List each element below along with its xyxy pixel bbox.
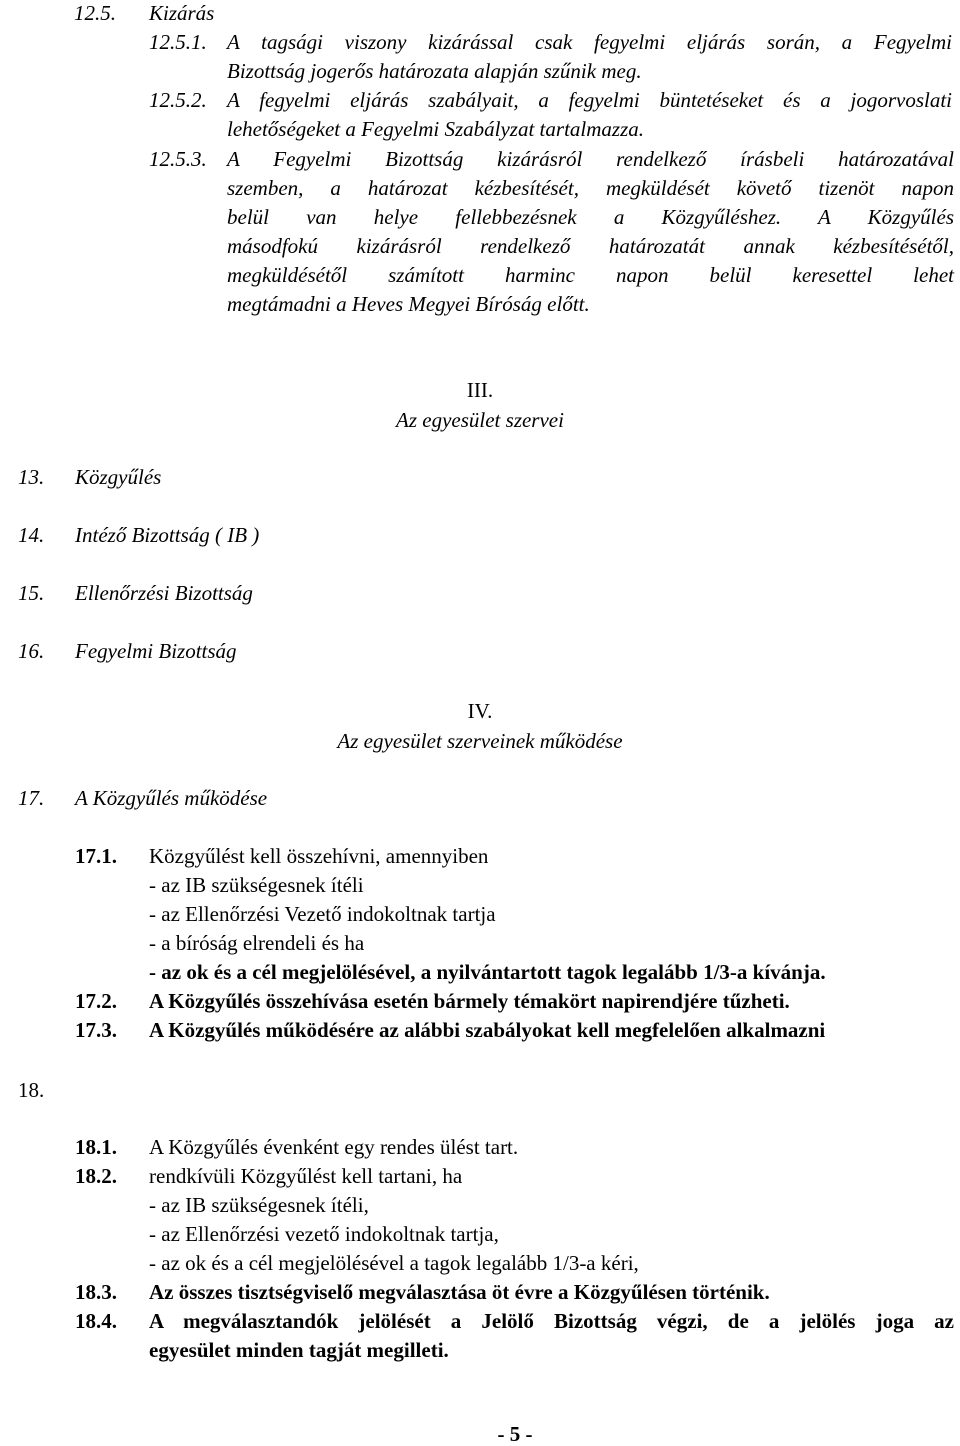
organ-13-number: 13. (18, 465, 45, 489)
item-17-1-line-3: - az Ellenőrzési Vezető indokoltnak tartja (149, 902, 496, 926)
item-17-3-text: A Közgyűlés működésére az alábbi szabályokat kell megfelelően alkalmazni (149, 1018, 826, 1042)
item-12-5-3-line-3: belül van helye fellebbezésnek a Közgyűléshez. A Közgyűlés (227, 205, 954, 229)
section-12-5-number: 12.5. (74, 1, 116, 25)
item-17-2-text: A Közgyűlés összehívása esetén bármely témakört napirendjére tűzheti. (149, 989, 790, 1013)
item-17-1-line-4: - a bíróság elrendeli és ha (149, 931, 365, 955)
item-17-2-number: 17.2. (75, 989, 117, 1013)
item-12-5-3-line-2: szemben, a határozat kézbesítését, megküldését követő tizenöt napon (227, 176, 954, 200)
item-18-4-line-2: egyesület minden tagját megilleti. (149, 1338, 449, 1362)
item-17-1-line-2: - az IB szükségesnek ítéli (149, 873, 364, 897)
item-18-3-number: 18.3. (75, 1280, 117, 1304)
organ-16-title: Fegyelmi Bizottság (75, 639, 237, 663)
item-12-5-3-line-5: megküldésétől számított harminc napon belül keresettel lehet (227, 263, 954, 287)
chapter-4-roman: IV. (467, 699, 493, 723)
section-17-title: A Közgyűlés működése (75, 786, 268, 810)
organ-15-number: 15. (18, 581, 45, 605)
chapter-3-title: Az egyesület szervei (396, 408, 564, 432)
item-18-4-line-1: A megválasztandók jelölését a Jelölő Bizottság végzi, de a jelölés joga az (149, 1309, 954, 1333)
item-18-1-text: A Közgyűlés évenként egy rendes ülést tart. (149, 1135, 519, 1159)
item-12-5-3-line-1: A Fegyelmi Bizottság kizárásról rendelkező írásbeli határozatával (227, 147, 954, 171)
chapter-3-roman: III. (466, 378, 494, 402)
item-12-5-2-number: 12.5.2. (149, 88, 207, 112)
item-12-5-3-number: 12.5.3. (149, 147, 207, 171)
item-17-3-number: 17.3. (75, 1018, 117, 1042)
item-17-1-line-5: - az ok és a cél megjelölésével, a nyilvántartott tagok legalább 1/3-a kívánja. (149, 960, 826, 984)
item-18-1-number: 18.1. (75, 1135, 117, 1159)
item-18-2-number: 18.2. (75, 1164, 117, 1188)
organ-14-title: Intéző Bizottság ( IB ) (75, 523, 260, 547)
item-12-5-3-line-6: megtámadni a Heves Megyei Bíróság előtt. (227, 292, 590, 316)
organ-15-title: Ellenőrzési Bizottság (75, 581, 253, 605)
organ-16-number: 16. (18, 639, 45, 663)
organ-14-number: 14. (18, 523, 45, 547)
item-12-5-1-line-2: Bizottság jogerős határozata alapján szűnik meg. (227, 59, 642, 83)
item-12-5-3-line-4: másodfokú kizárásról rendelkező határozatát annak kézbesítésétől, (227, 234, 954, 258)
organ-13-title: Közgyűlés (75, 465, 162, 489)
item-17-1-number: 17.1. (75, 844, 117, 868)
item-18-2-line-1: rendkívüli Közgyűlést kell tartani, ha (149, 1164, 463, 1188)
section-12-5-title: Kizárás (149, 1, 215, 25)
page-number: - 5 - (497, 1422, 533, 1446)
chapter-4-title: Az egyesület szerveinek működése (337, 729, 623, 753)
item-18-2-line-3: - az Ellenőrzési vezető indokoltnak tartja, (149, 1222, 499, 1246)
section-18-number: 18. (18, 1078, 45, 1102)
item-12-5-2-line-2: lehetőségeket a Fegyelmi Szabályzat tartalmazza. (227, 117, 644, 141)
item-18-3-text: Az összes tisztségviselő megválasztása öt évre a Közgyűlésen történik. (149, 1280, 770, 1304)
item-17-1-line-1: Közgyűlést kell összehívni, amennyiben (149, 844, 489, 868)
item-18-2-line-4: - az ok és a cél megjelölésével a tagok legalább 1/3-a kéri, (149, 1251, 639, 1275)
item-18-2-line-2: - az IB szükségesnek ítéli, (149, 1193, 369, 1217)
item-18-4-number: 18.4. (75, 1309, 117, 1333)
item-12-5-1-number: 12.5.1. (149, 30, 207, 54)
item-12-5-2-line-1: A fegyelmi eljárás szabályait, a fegyelmi büntetéseket és a jogorvoslati (227, 88, 952, 112)
section-17-number: 17. (18, 786, 45, 810)
item-12-5-1-line-1: A tagsági viszony kizárással csak fegyelmi eljárás során, a Fegyelmi (227, 30, 952, 54)
